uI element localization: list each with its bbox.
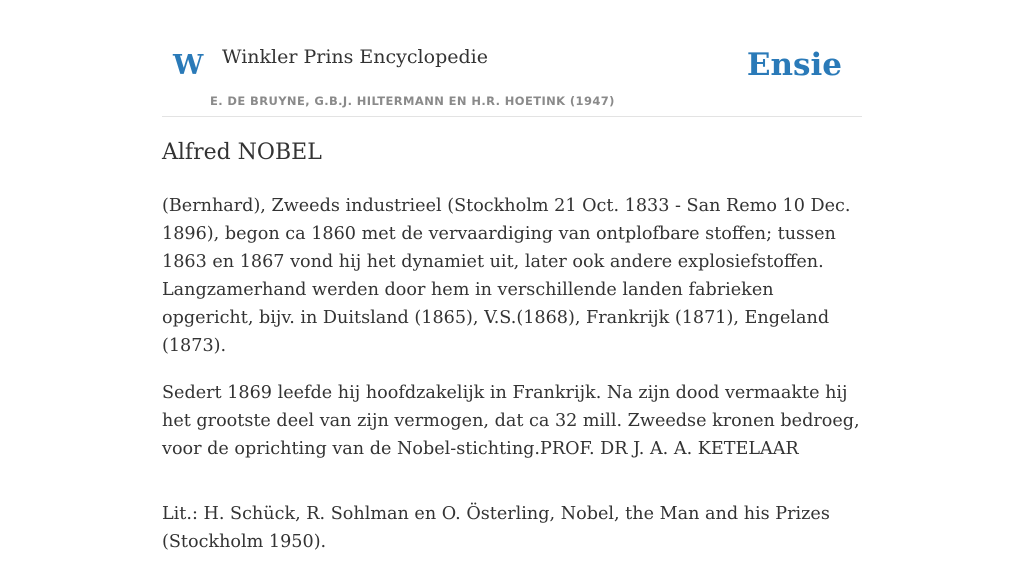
literature-reference: Lit.: H. Schück, R. Sohlman en O. Österling, Nobel, the Man and his Prizes (Stockholm 1950). bbox=[162, 504, 830, 552]
article-body bbox=[162, 192, 868, 575]
article-paragraph: (Bernhard), Zweeds industrieel (Stockholm 21 Oct. 1833 - San Remo 10 Dec. 1896), begon ca 1860 met de vervaardiging van ontplofbare stoffen; tussen 1863 en 1867 vond hij het dynamiet uit, later ook andere explosiefstoffen. Langzamerhand werden door hem in verschillende landen fabrieken opgericht, bijv. in Duitsland (1865), V.S.(1868), Frankrijk (1871), Engeland (1873). bbox=[162, 196, 851, 356]
ensie-logo[interactable]: Ensie bbox=[746, 47, 842, 83]
article-paragraph: Sedert 1869 leefde hij hoofdzakelijk in Frankrijk. Na zijn dood vermaakte hij het grootste deel van zijn vermogen, dat ca 32 mill. Zweedse kronen bedroeg, voor de oprichting van de Nobel-stichting.PROF. DR J. A. A. KETELAAR bbox=[162, 383, 860, 459]
page bbox=[162, 0, 862, 552]
publication-title[interactable]: Winkler Prins Encyclopedie bbox=[222, 46, 488, 68]
publication-authors: E. DE BRUYNE, G.B.J. HILTERMANN EN H.R. HOETINK (1947) bbox=[210, 94, 615, 108]
publication-logo[interactable]: W bbox=[173, 50, 204, 81]
article-title: Alfred NOBEL bbox=[162, 140, 322, 165]
header bbox=[162, 0, 862, 117]
